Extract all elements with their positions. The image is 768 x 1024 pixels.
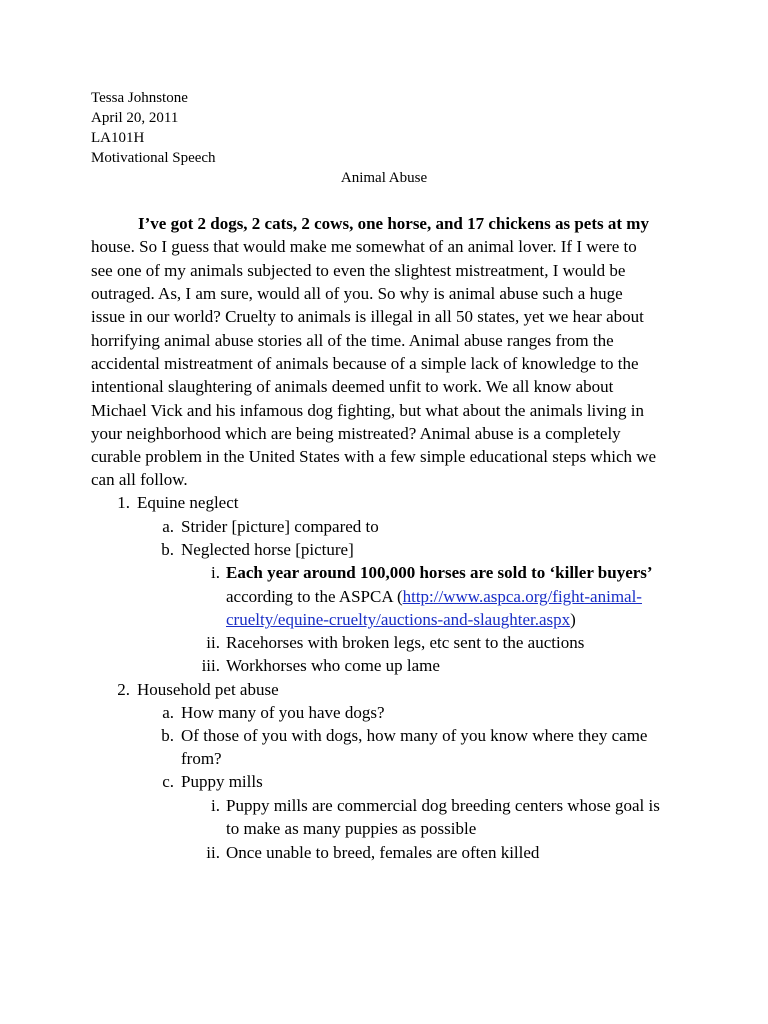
list-item: Each year around 100,000 horses are sold to ‘killer buyers’ (226, 563, 653, 582)
document-header (91, 88, 216, 168)
intro-line: your neighborhood which are being mistreated? Animal abuse is a completely (91, 424, 621, 443)
document-date: April 20, 2011 (91, 110, 179, 126)
list-letter: a. (162, 703, 174, 722)
assignment-type: Motivational Speech (91, 150, 216, 166)
list-roman: i. (211, 563, 220, 582)
list-item-continued (226, 585, 642, 608)
list-item: Equine neglect (137, 493, 239, 512)
document-title: Animal Abuse (340, 170, 428, 186)
source-prefix: according to the ASPCA ( (226, 587, 403, 606)
intro-line: can all follow. (91, 470, 188, 489)
course-code: LA101H (91, 130, 145, 146)
intro-line: accidental mistreatment of animals because of a simple lack of knowledge to the (91, 354, 639, 373)
author-name: Tessa Johnstone (91, 90, 188, 106)
list-letter: a. (162, 517, 174, 536)
list-item-continued: from? (181, 749, 222, 768)
list-item: Once unable to breed, females are often killed (226, 843, 540, 862)
list-item-continued: to make as many puppies as possible (226, 819, 477, 838)
intro-line: horrifying animal abuse stories all of the time. Animal abuse ranges from the (91, 331, 614, 350)
list-item: Strider [picture] compared to (181, 517, 379, 536)
list-roman: iii. (201, 656, 220, 675)
intro-line: issue in our world? Cruelty to animals is illegal in all 50 states, yet we hear about (91, 307, 644, 326)
list-item-continued (226, 608, 576, 631)
intro-line: curable problem in the United States with a few simple educational steps which we (91, 447, 657, 466)
aspca-link-continued[interactable]: cruelty/equine-cruelty/auctions-and-slaughter.aspx (226, 610, 571, 629)
source-suffix: ) (570, 610, 576, 629)
intro-line: house. So I guess that would make me somewhat of an animal lover. If I were to (91, 237, 637, 256)
list-letter: c. (162, 772, 174, 791)
intro-line: Michael Vick and his infamous dog fighting, but what about the animals living in (91, 401, 644, 420)
list-number: 1. (117, 493, 130, 512)
list-roman: i. (211, 796, 220, 815)
list-item: Household pet abuse (137, 680, 279, 699)
list-item: Workhorses who come up lame (226, 656, 440, 675)
intro-line: I’ve got 2 dogs, 2 cats, 2 cows, one horse, and 17 chickens as pets at my (138, 214, 649, 233)
intro-line: see one of my animals subjected to even the slightest mistreatment, I would be (91, 261, 626, 280)
intro-line: intentional slaughtering of animals deemed unfit to work. We all know about (91, 377, 614, 396)
list-item: Neglected horse [picture] (181, 540, 354, 559)
list-roman: ii. (206, 843, 220, 862)
list-item: Of those of you with dogs, how many of you know where they came (181, 726, 648, 745)
list-item: Racehorses with broken legs, etc sent to the auctions (226, 633, 585, 652)
aspca-link[interactable]: http://www.aspca.org/fight-animal- (402, 587, 642, 606)
list-number: 2. (117, 680, 130, 699)
list-item: Puppy mills (181, 772, 263, 791)
intro-line: outraged. As, I am sure, would all of you. So why is animal abuse such a huge (91, 284, 623, 303)
list-roman: ii. (206, 633, 220, 652)
list-item: How many of you have dogs? (181, 703, 385, 722)
list-letter: b. (161, 726, 174, 745)
list-letter: b. (161, 540, 174, 559)
list-item: Puppy mills are commercial dog breeding centers whose goal is (226, 796, 660, 815)
